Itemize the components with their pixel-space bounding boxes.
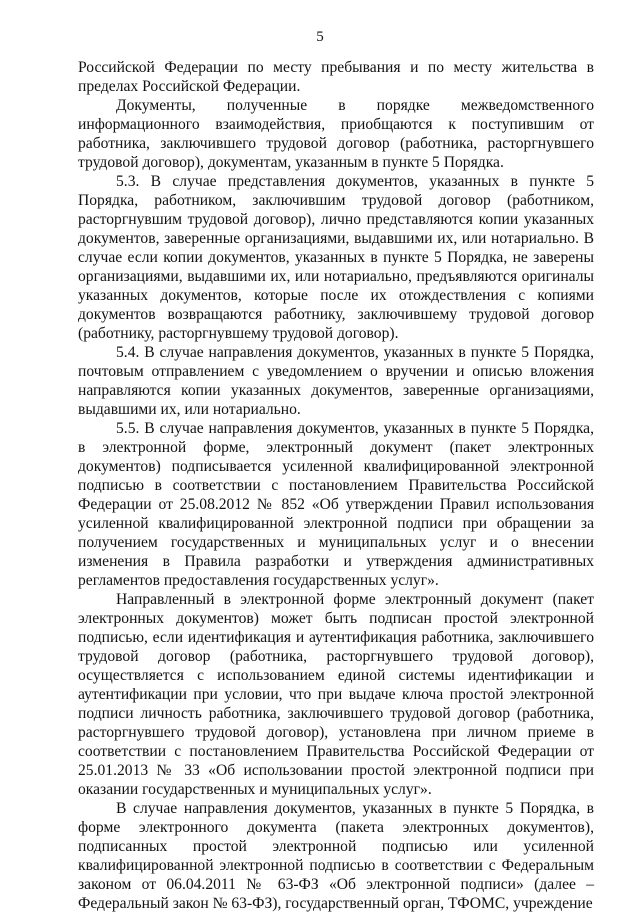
page-number: 5 xyxy=(316,29,324,45)
paragraph-electronic-submission: В случае направления документов, указанных в пункте 5 Порядка, в форме электронного документа (пакета электронных документов), подписанных простой электронной подписью или усиленной квалифицированной электронной подписью в соответствии с Федеральным законом от 06.04.2011 № 63-ФЗ «Об электронной подписи» (далее – Федеральный закон № 63-ФЗ), государственный орган, ТФОМС, учреждение xyxy=(78,800,594,912)
paragraph-5-3: 5.3. В случае представления документов, указанных в пункте 5 Порядка, работником, заключившим трудовой договор (работником, расторгнувшим трудовой договор), лично представляются копии указанных документов, заверенные организациями, выдавшими их, или нотариально. В случае если копии документов, указанных в пункте 5 Порядка, не заверены организациями, выдавшими их, или нотариально, предъявляются оригиналы указанных документов, которые после их отождествления с копиями документов возвращаются работнику, заключившему трудовой договор (работнику, расторгнувшему трудовой договор). xyxy=(78,173,594,342)
paragraph-interdepartmental-documents: Документы, полученные в порядке межведомственного информационного взаимодействия, приобщаются к поступившим от работника, заключившего трудовой договор (работника, расторгнувшего трудовой договор), документам, указанным в пункте 5 Порядка. xyxy=(78,97,594,171)
document-body xyxy=(78,58,594,913)
paragraph-simple-signature: Направленный в электронной форме электронный документ (пакет электронных документов) может быть подписан простой электронной подписью, если идентификация и аутентификация работника, заключившего трудовой договор (работника, расторгнувшего трудовой договор), осуществляется с использованием единой системы идентификации и аутентификации при условии, что при выдаче ключа простой электронной подписи личность работника, заключившего трудовой договор (работника, расторгнувшего трудовой договор), установлена при личном приеме в соответствии с постановлением Правительства Российской Федерации от 25.01.2013 № 33 «Об использовании простой электронной подписи при оказании государственных и муниципальных услуг». xyxy=(78,591,594,798)
paragraph-5-4: 5.4. В случае направления документов, указанных в пункте 5 Порядка, почтовым отправлением с уведомлением о вручении и описью вложения направляются копии указанных документов, заверенные организациями, выдавшими их, или нотариально. xyxy=(78,344,594,418)
paragraph-continuation: Российской Федерации по месту пребывания и по месту жительства в пределах Российской Федерации. xyxy=(78,59,594,95)
paragraph-5-5: 5.5. В случае направления документов, указанных в пункте 5 Порядка, в электронной форме, электронный документ (пакет электронных документов) подписывается усиленной квалифицированной электронной подписью в соответствии с постановлением Правительства Российской Федерации от 25.08.2012 № 852 «Об утверждении Правил использования усиленной квалифицированной электронной подписи при обращении за получением государственных и муниципальных услуг и о внесении изменения в Правила разработки и утверждения административных регламентов предоставления государственных услуг». xyxy=(78,420,594,589)
